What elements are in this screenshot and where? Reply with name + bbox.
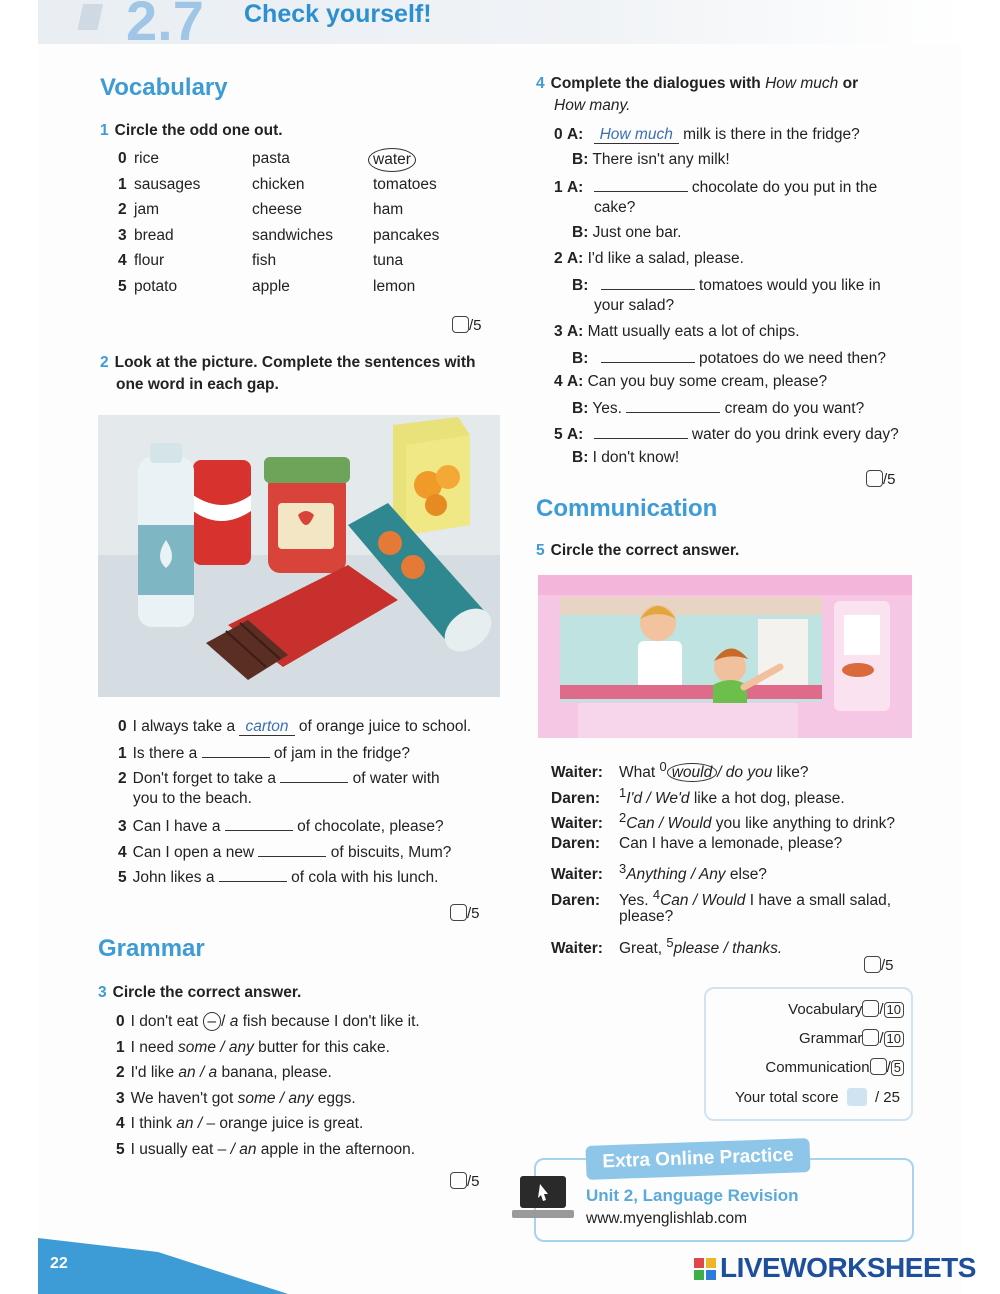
dialogue-5-a: 5 A: water do you drink every day? xyxy=(554,422,934,447)
ex3-sentence-2: 2 I'd like an / a banana, please. xyxy=(116,1064,332,1081)
option[interactable]: cheese xyxy=(252,201,302,219)
dialogue-1-b: B: Just one bar. xyxy=(572,224,682,241)
dialogue-3-b: B: potatoes do we need then? xyxy=(572,346,934,371)
option[interactable]: sausages xyxy=(134,175,201,193)
dialogue-2-a: 2 A: I'd like a salad, please. xyxy=(554,250,744,267)
exercise-5-dialogue xyxy=(551,756,931,957)
circled-answer[interactable]: water xyxy=(368,148,416,172)
answer-options[interactable]: – / an xyxy=(217,1140,257,1158)
unit-badge-icon xyxy=(78,0,238,50)
answer-options[interactable]: I'd / We'd xyxy=(626,789,690,807)
unit-number: 2.7 xyxy=(126,0,204,50)
ex2-sentence-1: 1 Is there a of jam in the fridge? xyxy=(118,741,471,766)
answer-gap[interactable] xyxy=(594,175,688,192)
ex3-sentence-1: 1 I need some / any butter for this cake. xyxy=(116,1038,390,1056)
option[interactable]: fish xyxy=(252,252,277,270)
dialogue-0-a: 0 A: How much milk is there in the fridge? xyxy=(554,126,860,143)
dialogue-5-b: B: I don't know! xyxy=(572,449,680,466)
ex5-line-6: Waiter: Great, $^5$please / thanks. xyxy=(551,934,783,957)
score-box[interactable] xyxy=(862,1000,879,1017)
option[interactable]: flour xyxy=(134,252,165,270)
ex5-line-0: Waiter: What $^0$ would / do you like? xyxy=(551,759,809,782)
score-box[interactable] xyxy=(866,470,883,487)
ex3-sentence-5: 5 I usually eat – / an apple in the afternoon. xyxy=(116,1140,416,1158)
ex2-sentence-2: 2 Don't forget to take a of water with xyxy=(118,766,471,788)
dialogue-0-b: B: There isn't any milk! xyxy=(572,151,730,168)
answer-options[interactable]: an / – xyxy=(176,1115,216,1132)
communication-title: Communication xyxy=(536,495,718,522)
answer-options[interactable]: an / a xyxy=(178,1064,218,1081)
ex5-score: /5 xyxy=(864,956,894,974)
dialogue-2-b: B: tomatoes would you like in xyxy=(572,273,934,295)
extra-practice-link[interactable]: www.myenglishlab.com xyxy=(586,1210,748,1227)
exercise-2-sentences xyxy=(118,716,471,890)
ex2-sentence-3: 3 Can I have a of chocolate, please? xyxy=(118,814,471,840)
vocabulary-title: Vocabulary xyxy=(100,74,228,101)
ex2-sentence-4: 4 Can I open a new of biscuits, Mum? xyxy=(118,840,471,865)
score-box[interactable] xyxy=(450,904,467,921)
ex1-row-5: 5 potato apple lemon xyxy=(118,276,458,302)
score-box[interactable] xyxy=(450,1172,467,1189)
exercise-4-instruction: 4 Complete the dialogues with How much or How many. xyxy=(536,75,859,114)
ex4-score: /5 xyxy=(866,470,896,488)
hot-dog-stand-picture xyxy=(538,575,912,738)
ex3-score: /5 xyxy=(450,1172,480,1190)
answer-options[interactable]: please / thanks. xyxy=(673,939,783,957)
ex3-sentence-0: 0 I don't eat – / a fish because I don't like it. xyxy=(116,1013,420,1030)
option[interactable]: tuna xyxy=(373,252,404,270)
overall-total: Your total score / 25 xyxy=(734,1089,900,1106)
answer-options[interactable]: some / any xyxy=(178,1038,254,1056)
exercise-1-instruction: 1 Circle the odd one out. xyxy=(100,122,283,139)
extra-practice-unit: Unit 2, Language Revision xyxy=(586,1186,799,1205)
answer-options[interactable]: Anything / Any xyxy=(626,866,726,884)
example-answer: How much xyxy=(594,126,679,144)
answer-gap[interactable] xyxy=(601,346,695,363)
exercise-5-instruction: 5 Circle the correct answer. xyxy=(536,542,740,559)
dialogue-3-a: 3 A: Matt usually eats a lot of chips. xyxy=(554,323,800,340)
ex1-row-2: 2 jam cheese ham xyxy=(118,199,458,225)
option[interactable]: apple xyxy=(252,277,290,295)
circled-answer[interactable]: – xyxy=(203,1012,222,1031)
score-box[interactable] xyxy=(864,956,881,973)
liveworksheets-brand: LIVEWORKSHEETS xyxy=(720,1252,976,1283)
ex1-score: /5 xyxy=(452,316,482,334)
dialogue-1-a-cont: cake? xyxy=(594,199,636,216)
ex2-sentence-0: 0 I always take a carton of orange juice to school. xyxy=(118,718,472,735)
ex2-sentence-2-cont: you to the beach. xyxy=(133,790,252,807)
vocabulary-total: Vocabulary / 10 xyxy=(788,1000,904,1018)
answer-gap[interactable] xyxy=(280,766,348,783)
page-number: 22 xyxy=(50,1255,68,1272)
answer-gap[interactable] xyxy=(258,840,326,857)
ex2-sentence-5: 5 John likes a of cola with his lunch. xyxy=(118,865,471,890)
ex5-line-2: Waiter: $^2$Can / Would you like anything to drink? xyxy=(551,810,896,833)
extra-practice-tab: Extra Online Practice xyxy=(585,1138,810,1180)
ex3-sentence-3: 3 We haven't got some / any eggs. xyxy=(116,1089,356,1107)
option[interactable]: sandwiches xyxy=(252,226,333,244)
exercise-3-instruction: 3 Circle the correct answer. xyxy=(98,984,302,1001)
exercise-2-instruction: 2 Look at the picture. Complete the sentences with one word in each gap. xyxy=(100,354,476,393)
option[interactable]: lemon xyxy=(373,277,416,295)
ex1-row-3: 3 bread sandwiches pancakes xyxy=(118,225,458,251)
ex2-score: /5 xyxy=(450,904,480,922)
example-answer: carton xyxy=(239,718,294,736)
ex5-line-5-cont: please? xyxy=(619,907,674,925)
answer-gap[interactable] xyxy=(219,865,287,882)
exercise-3-sentences xyxy=(116,1011,420,1164)
ex5-line-5: Daren: Yes. $^4$Can / Would I have a small salad, xyxy=(551,886,891,909)
option[interactable]: chicken xyxy=(252,175,305,193)
option[interactable]: bread xyxy=(134,226,174,244)
dialogue-1-a: 1 A: chocolate do you put in the xyxy=(554,175,934,197)
liveworksheets-logo-icon xyxy=(694,1258,718,1282)
answer-gap[interactable] xyxy=(594,422,688,439)
communication-total: Communication / 5 xyxy=(765,1058,904,1076)
option[interactable]: jam xyxy=(134,201,159,219)
score-box[interactable] xyxy=(452,316,469,333)
grammar-title: Grammar xyxy=(98,935,205,962)
dialogue-4-b: B: Yes. cream do you want? xyxy=(572,396,934,422)
laptop-icon xyxy=(512,1176,574,1222)
answer-options[interactable]: Can / Would xyxy=(626,815,712,833)
dialogue-2-b-cont: your salad? xyxy=(594,297,675,314)
exercise-4-dialogues xyxy=(554,124,934,472)
option[interactable]: ham xyxy=(373,201,404,219)
dialogue-4-a: 4 A: Can you buy some cream, please? xyxy=(554,373,828,390)
answer-gap[interactable] xyxy=(225,814,293,831)
exercise-1-list xyxy=(118,148,458,302)
worksheet-page xyxy=(38,0,962,1294)
grammar-total: Grammar / 10 xyxy=(799,1029,904,1047)
score-box[interactable] xyxy=(870,1058,887,1075)
answer-gap[interactable] xyxy=(626,396,720,413)
ex3-sentence-4: 4 I think an / – orange juice is great. xyxy=(116,1115,364,1132)
ex5-line-4: Waiter: $^3$Anything / Any else? xyxy=(551,861,767,884)
food-containers-picture xyxy=(98,415,500,697)
ex1-row-0: 0 rice pasta water xyxy=(118,148,458,174)
answer-gap[interactable] xyxy=(202,741,270,758)
total-score-box[interactable] xyxy=(847,1088,867,1106)
answer-options[interactable]: Can / Would xyxy=(660,891,746,909)
answer-gap[interactable] xyxy=(601,273,695,290)
option[interactable]: tomatoes xyxy=(373,175,437,193)
option[interactable]: pancakes xyxy=(373,226,440,244)
answer-options[interactable]: some / any xyxy=(237,1089,314,1107)
score-box[interactable] xyxy=(862,1029,879,1046)
ex1-row-4: 4 flour fish tuna xyxy=(118,250,458,276)
ex1-row-1: 1 sausages chicken tomatoes xyxy=(118,174,458,200)
option[interactable]: potato xyxy=(134,277,178,295)
ex5-line-3: Daren: Can I have a lemonade, please? xyxy=(551,834,843,852)
page-title: Check yourself! xyxy=(244,0,432,28)
circled-answer[interactable]: would xyxy=(667,763,718,782)
ex5-line-1: Daren: $^1$I'd / We'd like a hot dog, please. xyxy=(551,784,845,807)
